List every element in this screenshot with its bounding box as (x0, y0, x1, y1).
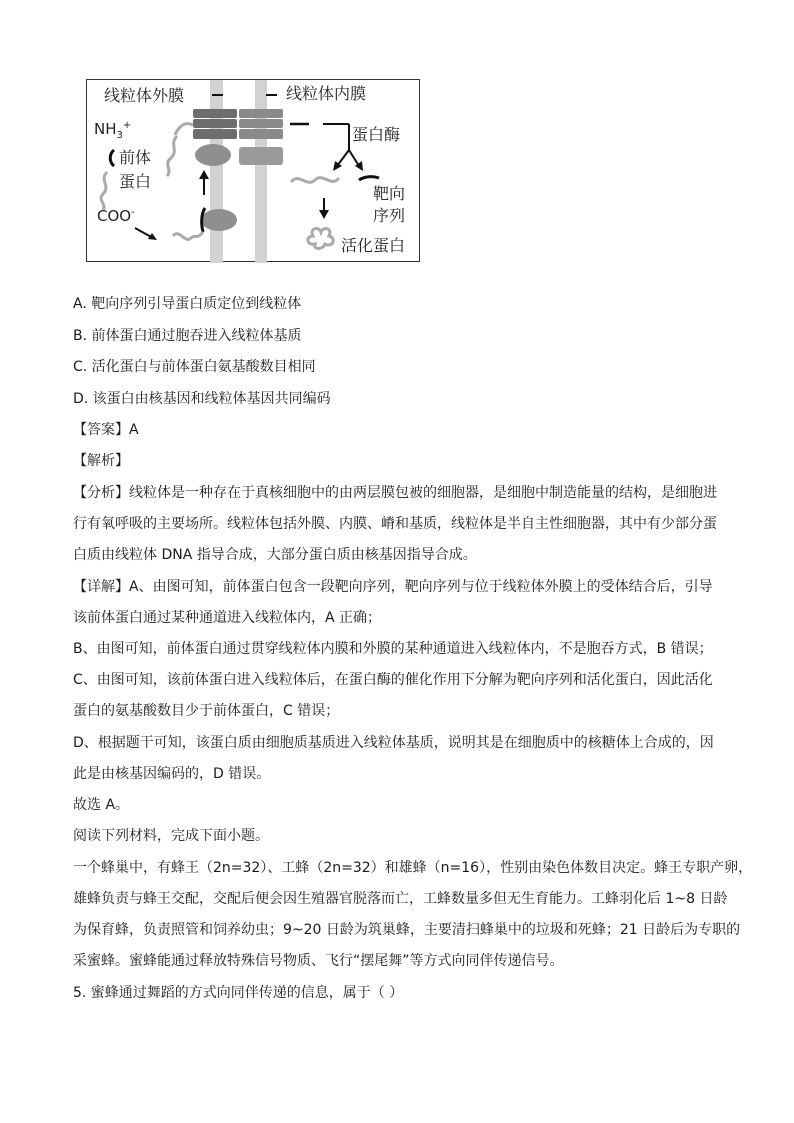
answer-tag: 【答案】 (73, 422, 129, 438)
b-explanation: B、由图可知，前体蛋白通过贯穿线粒体内膜和外膜的某种通道进入线粒体内，不是胞吞方式，B 错误； (73, 641, 713, 657)
channel-block (239, 109, 283, 118)
coo-text: COO (97, 207, 132, 225)
label-coo (97, 204, 135, 225)
label-precursor-2: 蛋白 (119, 172, 152, 191)
xiangjie-line-1: 【详解】A、由图可知，前体蛋白包含一段靶向序列，靶向序列与位于线粒体外膜上的受体结合后，引导 (73, 579, 713, 595)
outer-membrane-bar (210, 80, 223, 263)
channel-block (193, 129, 237, 139)
c-explanation-2: 蛋白的氨基酸数目少于前体蛋白，C 错误； (73, 703, 340, 719)
label-nh3 (94, 117, 131, 145)
analysis-tag: 【解析】 (73, 453, 129, 469)
channel-block (193, 119, 237, 128)
fenxi-line-3: 白质由线粒体 DNA 指导合成，大部分蛋白质由核基因指导合成。 (73, 547, 477, 563)
fenxi-line-2: 行有氧呼吸的主要场所。线粒体包括外膜、内膜、嵴和基质，线粒体是半自主性细胞器，其中有少部分蛋 (73, 516, 717, 532)
label-inner-membrane: 线粒体内膜 (286, 84, 367, 103)
option-a: A. 靶向序列引导蛋白质定位到线粒体 (73, 296, 302, 312)
targeting-sequence-mark (359, 177, 379, 180)
choose-line: 故选 A。 (73, 797, 130, 813)
channel-block (239, 119, 283, 128)
d-explanation-2: 此是由核基因编码的，D 错误。 (73, 766, 271, 782)
option-c: C. 活化蛋白与前体蛋白氨基酸数目相同 (73, 359, 316, 375)
option-b: B. 前体蛋白通过胞吞进入线粒体基质 (73, 328, 302, 344)
protein-chain (167, 136, 177, 176)
fork-arrow-right (349, 150, 359, 166)
label-precursor-1: 前体 (119, 148, 152, 167)
question-5: 5. 蜜蜂通过舞蹈的方式向同伴传递的信息，属于（ ） (73, 985, 404, 1001)
nh3-subscript: 3 (116, 130, 123, 141)
material-line-1: 一个蜂巢中，有蜂王（2n=32）、工蜂（2n=32）和雄蜂（n=16），性别由染色体数目决定。蜂王专职产卵， (73, 860, 753, 876)
material-line-3: 为保育蜂，负责照管和饲养幼虫；9~20 日龄为筑巢蜂，主要清扫蜂巢中的垃圾和死蜂；21 日龄后为专职的 (73, 922, 741, 938)
inner-receptor-block (239, 147, 283, 165)
receptor-ellipse (201, 209, 237, 231)
material-line-4: 采蜜蜂。蜜蜂能通过释放特殊信号物质、飞行“摆尾舞”等方式向同伴传递信号。 (73, 953, 564, 969)
mitochondria-figure (86, 79, 420, 262)
coo-superscript: - (131, 207, 135, 218)
material-line-2: 雄蜂负责与蜂王交配，交配后便会因生殖器官脱落而亡，工蜂数量多但无生育能力。工蜂羽化后 1~8 日龄 (73, 891, 728, 907)
protein-chain (175, 124, 193, 135)
answer-value: A (129, 422, 139, 438)
channel-block (239, 129, 283, 139)
read-material-line: 阅读下列材料，完成下面小题。 (73, 828, 269, 844)
fenxi-line-1: 【分析】线粒体是一种存在于真核细胞中的由两层膜包被的细胞器，是细胞中制造能量的结构，是细胞进 (73, 485, 717, 501)
protein-chain (291, 178, 339, 183)
label-outer-membrane: 线粒体外膜 (104, 86, 185, 105)
channel-block (193, 109, 237, 118)
c-explanation-1: C、由图可知，该前体蛋白进入线粒体后，在蛋白酶的催化作用下分解为靶向序列和活化蛋白，因此活化 (73, 672, 713, 688)
fork-arrow-left (337, 150, 349, 166)
nh3-text: NH (94, 120, 117, 138)
receptor-ellipse (195, 144, 231, 166)
nh3-superscript: + (122, 120, 132, 131)
label-activated-protein: 活化蛋白 (341, 236, 406, 255)
option-d: D. 该蛋白由核基因和线粒体基因共同编码 (73, 391, 331, 407)
xiangjie-line-2: 该前体蛋白通过某种通道进入线粒体内，A 正确； (73, 610, 382, 626)
label-protease: 蛋白酶 (352, 125, 401, 144)
label-target-1: 靶向 (373, 184, 406, 203)
targeting-sequence-mark (110, 150, 114, 166)
d-explanation-1: D、根据题干可知，该蛋白质由细胞质基质进入线粒体基质，说明其是在细胞质中的核糖体上合成的，因 (73, 735, 714, 751)
protein-chain (173, 232, 203, 239)
answer-line (73, 420, 139, 440)
activated-protein-shape (308, 229, 333, 249)
inner-membrane-bar (255, 80, 267, 263)
label-target-2: 序列 (373, 206, 406, 225)
